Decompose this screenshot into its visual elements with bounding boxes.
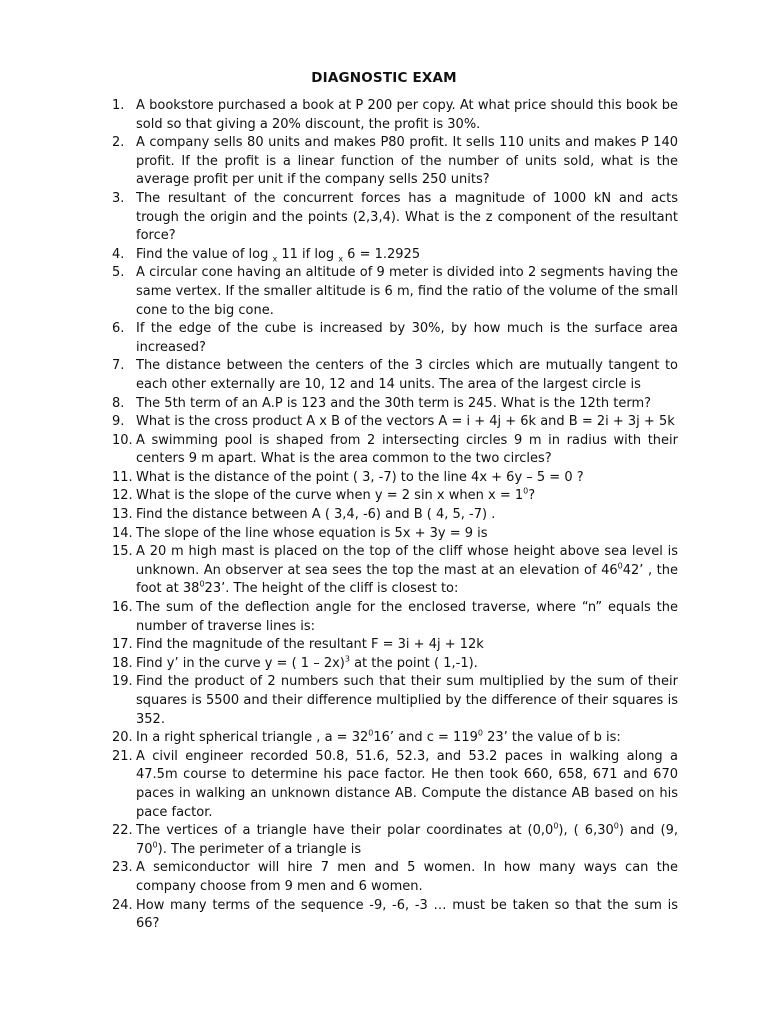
question-item — [112, 413, 678, 432]
question-text: Find y’ in the curve y = ( 1 – 2x)$^3$ at the point ( 1,-1). — [136, 654, 478, 671]
question-number: 24. — [112, 897, 133, 913]
question-item — [112, 506, 678, 525]
question-text: The distance between the centers of the 3 circles which are mutually tangent to each other externally are 10, 12 and 14 units. The area of the largest circle is — [136, 358, 678, 392]
question-number: 12. — [112, 488, 133, 504]
question-text: A company sells 80 units and makes P80 profit. It sells 110 units and makes P 140 profit. If the profit is a linear function of the number of units sold, what is the average profit per unit if the company sells 250 units? — [136, 135, 678, 188]
question-number: 1. — [112, 98, 125, 113]
question-item — [112, 134, 678, 190]
question-number: 11. — [112, 469, 133, 485]
question-text: What is the cross product A x B of the vectors A = i + 4j + 6k and B = 2i + 3j + 5k — [136, 414, 675, 430]
question-number: 5. — [112, 265, 125, 281]
question-item — [112, 729, 678, 748]
page-title: DIAGNOSTIC EXAM — [311, 70, 457, 86]
question-item — [112, 469, 678, 488]
question-number: 20. — [112, 730, 133, 746]
question-text: The 5th term of an A.P is 123 and the 30th term is 245. What is the 12th term? — [136, 395, 652, 411]
question-text: Find the product of 2 numbers such that their sum multiplied by the sum of their squares is 5500 and their difference multiplied by the difference of their squares is 352. — [136, 674, 678, 727]
question-number: 13. — [112, 507, 133, 523]
question-item — [112, 748, 678, 822]
question-number: 7. — [112, 358, 125, 374]
question-item — [112, 599, 678, 636]
question-number: 14. — [112, 525, 133, 541]
question-text: If the edge of the cube is increased by 30%, by how much is the surface area increased? — [136, 321, 678, 355]
question-text: The resultant of the concurrent forces has a magnitude of 1000 kN and acts trough the origin and the points (2,3,4). What is the z component of the resultant force? — [136, 190, 678, 244]
question-text: A circular cone having an altitude of 9 meter is divided into 2 segments having the same vertex. If the smaller altitude is 6 m, find the ratio of the volume of the small cone to the big cone. — [136, 265, 678, 318]
question-item — [112, 636, 678, 655]
question-item — [112, 190, 678, 246]
question-number: 22. — [112, 823, 133, 839]
question-text: The slope of the line whose equation is 5x + 3y = 9 is — [136, 525, 488, 541]
question-item — [112, 395, 678, 414]
question-number: 8. — [112, 395, 125, 411]
question-number: 19. — [112, 674, 133, 690]
question-item — [112, 822, 678, 859]
question-item — [112, 543, 678, 599]
question-text: A semiconductor will hire 7 men and 5 women. In how many ways can the company choose from 9 men and 6 women. — [136, 860, 678, 894]
question-number: 10. — [112, 432, 133, 448]
question-text: Find the magnitude of the resultant F = 3i + 4j + 12k — [136, 637, 484, 653]
question-text: Find the value of log $_x$ 11 if log $_x$ 6 = 1.2925 — [136, 246, 421, 264]
question-number: 21. — [112, 748, 133, 764]
question-number: 2. — [112, 135, 125, 151]
question-number: 23. — [112, 860, 133, 876]
question-item — [112, 897, 678, 934]
question-item — [112, 487, 678, 506]
question-number: 15. — [112, 544, 133, 560]
question-item — [112, 525, 678, 544]
question-number: 16. — [112, 600, 133, 616]
question-text: The vertices of a triangle have their polar coordinates at $(0,0^0)$, ( 6,30$^0$) and (9, $70^0$). The perimeter of a triangle is — [136, 821, 678, 857]
question-text: How many terms of the sequence -9, -6, -3 … must be taken so that the sum is 66? — [136, 897, 678, 932]
question-item — [112, 246, 678, 265]
question-number: 17. — [112, 637, 133, 653]
question-text: In a right spherical triangle , $a = 32^016$’ and $c = 119^0$ 23’ the value of b is: — [136, 728, 621, 746]
question-text: What is the slope of the curve when y = 2 sin x when $x = 1^0$? — [136, 487, 536, 504]
question-number: 6. — [112, 321, 125, 337]
question-item — [112, 673, 678, 729]
question-number: 18. — [112, 655, 133, 671]
question-item — [112, 357, 678, 394]
question-text: A swimming pool is shaped from 2 intersecting circles 9 m in radius with their centers 9 m apart. What is the area common to the two circles? — [136, 432, 678, 467]
question-text: Find the distance between A ( 3,4, -6) and B ( 4, 5, -7) . — [136, 507, 496, 523]
question-item — [112, 432, 678, 469]
question-text: The sum of the deflection angle for the enclosed traverse, where “n” equals the number of traverse lines is: — [136, 600, 678, 634]
question-number: 4. — [112, 246, 125, 262]
question-item — [112, 859, 678, 896]
question-item — [112, 264, 678, 320]
question-text: A 20 m high mast is placed on the top of the cliff whose height above sea level is unknown. An observer at sea sees the top the mast at an elevation of $46^042$’ , the foot at $38^023$’. The height of the cliff is closest to: — [136, 544, 678, 597]
question-text: What is the distance of the point ( 3, -7) to the line 4x + 6y – 5 = 0 ? — [136, 469, 584, 485]
question-number: 9. — [112, 414, 125, 430]
question-list — [112, 97, 678, 934]
question-item — [112, 320, 678, 357]
question-text: A bookstore purchased a book at P 200 per copy. At what price should this book be sold so that giving a 20% discount, the profit is 30%. — [136, 98, 678, 132]
question-item — [112, 655, 678, 674]
question-number: 3. — [112, 190, 125, 206]
question-text: A civil engineer recorded 50.8, 51.6, 52.3, and 53.2 paces in walking along a 47.5m course to determine his pace factor. He then took 660, 658, 671 and 670 paces in walking an unknown distance AB. Compute the distance AB based on his pace factor. — [136, 748, 678, 820]
question-item — [112, 97, 678, 134]
